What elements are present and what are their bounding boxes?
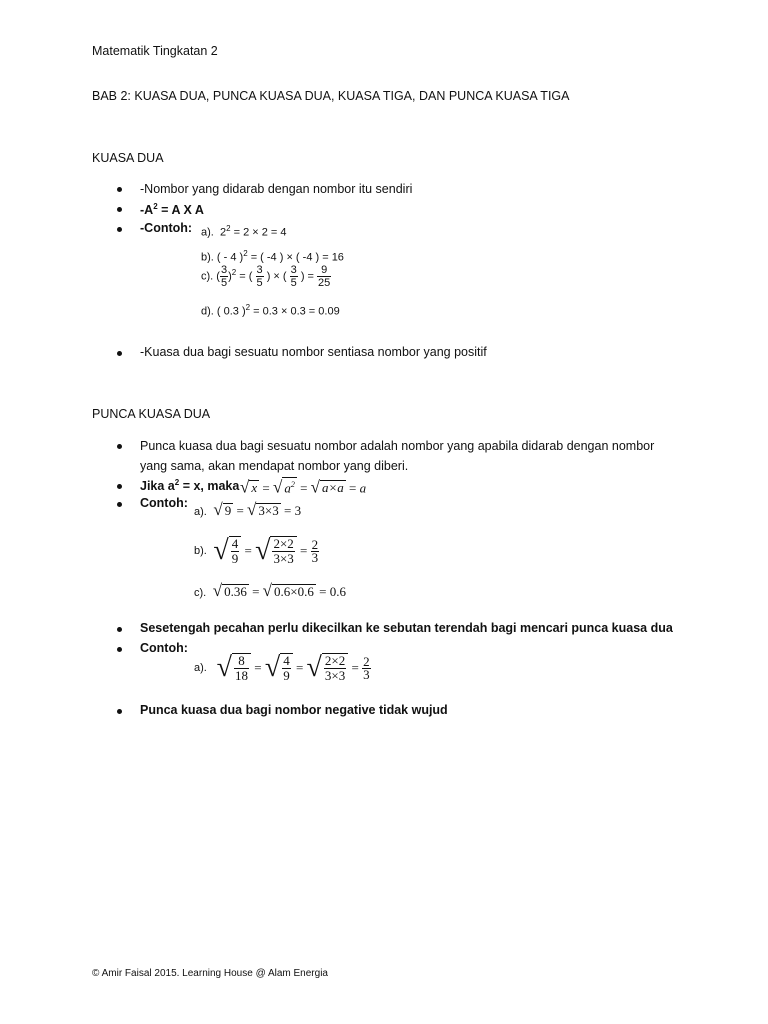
equals: = ( bbox=[239, 270, 253, 283]
example-rest: = 2 × 2 = 4 bbox=[230, 226, 287, 239]
denominator: 3 bbox=[311, 549, 319, 565]
example-label: c). bbox=[194, 587, 207, 599]
bullet-icon bbox=[117, 647, 122, 652]
denominator: 18 bbox=[234, 668, 248, 683]
radicand-fraction bbox=[229, 536, 242, 566]
radicand: 9 bbox=[224, 503, 232, 518]
radicand-fraction bbox=[270, 536, 296, 566]
punca-jika-statement bbox=[140, 478, 239, 493]
bullet-icon bbox=[117, 187, 122, 192]
kuasa-dua-positive-note: -Kuasa dua bagi sesuatu nombor sentiasa nombor yang positif bbox=[140, 345, 487, 359]
equals: = bbox=[283, 503, 292, 518]
radical-icon: √ bbox=[213, 500, 223, 519]
radical-icon: √ bbox=[262, 581, 273, 600]
radicand-fraction bbox=[322, 653, 348, 683]
radical-icon: √ bbox=[216, 652, 232, 683]
radical-icon: √ bbox=[240, 477, 250, 497]
radical-icon: √ bbox=[306, 652, 322, 683]
radicand: 0.36 bbox=[224, 584, 247, 599]
denominator: 9 bbox=[231, 551, 239, 566]
fraction bbox=[290, 264, 298, 289]
radicand: 0.6×0.6 bbox=[274, 584, 314, 599]
jika-text: Jika a bbox=[140, 479, 175, 494]
denominator: 5 bbox=[220, 277, 228, 289]
times: ) × ( bbox=[266, 270, 287, 283]
punca-example-a bbox=[194, 500, 301, 520]
radicand-fraction bbox=[280, 653, 293, 683]
bullet-icon bbox=[117, 627, 122, 632]
denominator: 9 bbox=[283, 668, 290, 683]
example-base: ( - 4 ) bbox=[216, 251, 244, 264]
example-label: b). bbox=[201, 251, 214, 264]
radicand: a×a bbox=[322, 480, 344, 496]
numerator: 2×2 bbox=[273, 536, 294, 551]
radical-icon: √ bbox=[255, 535, 271, 566]
numerator: 3 bbox=[256, 264, 263, 276]
numerator: 8 bbox=[234, 654, 249, 669]
radicand-fraction bbox=[232, 653, 251, 683]
equals: = bbox=[300, 480, 308, 496]
equals: = bbox=[319, 584, 327, 599]
equals: = bbox=[252, 584, 260, 599]
example-label: d). bbox=[201, 305, 214, 318]
numerator: 4 bbox=[283, 653, 290, 668]
kuasa-dua-contoh-label: -Contoh: bbox=[140, 221, 193, 235]
punca-example-c bbox=[194, 581, 346, 601]
punca-definition-line2: yang sama, akan mendapat nombor yang diberi. bbox=[140, 459, 409, 473]
radicand bbox=[282, 477, 297, 495]
example-rest: = 0.3 × 0.3 = 0.09 bbox=[250, 305, 340, 318]
kuasa-dua-example-d bbox=[201, 303, 340, 318]
bullet-icon bbox=[117, 444, 122, 449]
numerator: 9 bbox=[317, 264, 331, 277]
bullet-icon bbox=[117, 351, 122, 356]
document-header: Matematik Tingkatan 2 bbox=[92, 44, 218, 58]
kuasa-dua-formula bbox=[140, 202, 204, 217]
equals: = bbox=[295, 660, 304, 675]
punca-example2-a bbox=[194, 652, 371, 684]
equals: = bbox=[300, 543, 308, 558]
equals: = bbox=[244, 543, 252, 558]
paren: ) bbox=[228, 270, 232, 283]
equals: = bbox=[262, 480, 270, 496]
bullet-icon bbox=[117, 709, 122, 714]
punca-example-b bbox=[194, 535, 319, 567]
bullet-icon bbox=[117, 484, 122, 489]
punca-jika-math bbox=[240, 477, 366, 497]
jika-rest: = x, maka bbox=[179, 479, 240, 494]
formula-base: -A bbox=[140, 203, 154, 218]
radicand: 3×3 bbox=[258, 503, 279, 518]
example-label: c). bbox=[201, 270, 214, 283]
example-label: a). bbox=[194, 506, 207, 518]
numerator: 3 bbox=[290, 264, 297, 276]
example-label: a). bbox=[201, 226, 214, 239]
result-fraction bbox=[311, 536, 320, 565]
kuasa-dua-example-b bbox=[201, 249, 344, 264]
radicand-base: a bbox=[284, 480, 291, 496]
formula-exponent: 2 bbox=[153, 202, 158, 211]
punca-contoh-label: Contoh: bbox=[140, 496, 188, 510]
radical-icon: √ bbox=[247, 500, 257, 519]
radical-icon: √ bbox=[272, 477, 283, 497]
punca-simplify-note: Sesetengah pecahan perlu dikecilkan ke sebutan terendah bagi mencari punca kuasa dua bbox=[140, 621, 673, 635]
denominator: 3 bbox=[363, 666, 370, 682]
result-fraction bbox=[362, 653, 371, 682]
result: a bbox=[359, 480, 367, 496]
section-heading-punca-kuasa-dua: PUNCA KUASA DUA bbox=[92, 407, 211, 421]
equals: = bbox=[236, 503, 244, 518]
punca-negative-note: Punca kuasa dua bagi nombor negative tidak wujud bbox=[140, 703, 448, 717]
radical-icon: √ bbox=[212, 581, 223, 600]
equals: ) = bbox=[300, 270, 314, 283]
result: 0.6 bbox=[329, 584, 346, 599]
radical-icon: √ bbox=[213, 535, 229, 566]
kuasa-dua-definition: -Nombor yang didarab dengan nombor itu sendiri bbox=[140, 182, 413, 196]
denominator: 25 bbox=[318, 277, 331, 289]
example-base: ( 0.3 ) bbox=[216, 305, 246, 318]
example-rest: = ( -4 ) × ( -4 ) = 16 bbox=[247, 251, 344, 264]
kuasa-dua-example-a bbox=[201, 224, 287, 239]
paren: ( bbox=[216, 270, 220, 283]
kuasa-dua-example-c bbox=[201, 264, 331, 289]
equals: = bbox=[351, 660, 359, 675]
formula-rest: = A X A bbox=[157, 203, 204, 218]
numerator: 3 bbox=[220, 264, 228, 276]
chapter-title: BAB 2: KUASA DUA, PUNCA KUASA DUA, KUASA TIGA, DAN PUNCA KUASA TIGA bbox=[92, 89, 570, 103]
fraction bbox=[317, 264, 331, 289]
example-exponent: 2 bbox=[231, 267, 237, 277]
example-base: 2 bbox=[219, 226, 227, 239]
example-exponent: 2 bbox=[245, 303, 251, 312]
example-exponent: 2 bbox=[243, 249, 248, 258]
example-label: b). bbox=[194, 545, 207, 557]
equals: = bbox=[349, 480, 357, 496]
section-heading-kuasa-dua: KUASA DUA bbox=[92, 151, 164, 165]
punca-definition-line1: Punca kuasa dua bagi sesuatu nombor adalah nombor yang apabila didarab dengan nombor bbox=[140, 439, 655, 453]
denominator: 3×3 bbox=[324, 668, 346, 683]
radicand: x bbox=[251, 480, 258, 496]
bullet-icon bbox=[117, 227, 122, 232]
numerator: 2 bbox=[311, 536, 319, 552]
bullet-icon bbox=[117, 502, 122, 507]
bullet-icon bbox=[117, 207, 122, 212]
numerator: 2×2 bbox=[324, 653, 346, 668]
denominator: 3×3 bbox=[273, 551, 294, 566]
denominator: 5 bbox=[256, 277, 263, 289]
radicand-exponent: 2 bbox=[290, 480, 295, 489]
numerator: 2 bbox=[363, 653, 370, 669]
equals: = bbox=[254, 660, 262, 675]
numerator: 4 bbox=[231, 536, 239, 551]
example-label: a). bbox=[194, 662, 207, 674]
radical-icon: √ bbox=[264, 652, 281, 683]
jika-exponent: 2 bbox=[174, 478, 180, 487]
fraction bbox=[220, 264, 228, 289]
result: 3 bbox=[294, 503, 302, 518]
denominator: 5 bbox=[290, 277, 297, 289]
document-footer: © Amir Faisal 2015. Learning House @ Alam Energia bbox=[92, 968, 328, 979]
radical-icon: √ bbox=[310, 477, 320, 497]
fraction bbox=[256, 264, 264, 289]
punca-contoh2-label: Contoh: bbox=[140, 641, 188, 655]
example-exponent: 2 bbox=[226, 224, 231, 233]
